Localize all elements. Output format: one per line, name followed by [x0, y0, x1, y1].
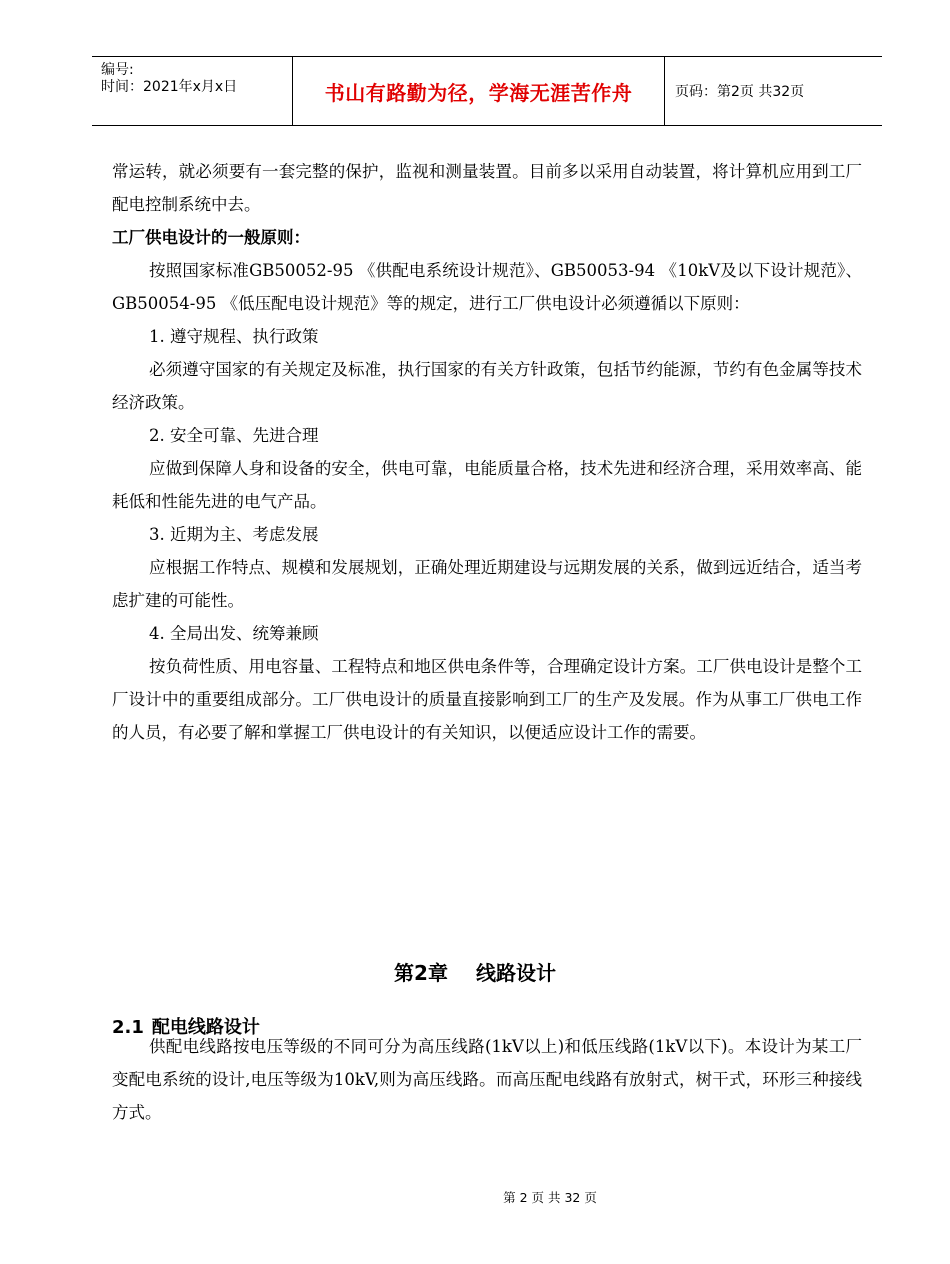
document-time: 时间：2021年x月x日	[101, 79, 238, 95]
section-content	[112, 1030, 862, 1129]
section-title: 配电线路设计	[151, 1017, 260, 1038]
principle-1-text: 必须遵守国家的有关规定及标准，执行国家的有关方针政策，包括节约能源，节约有色金属等技术经济政策。	[112, 360, 862, 412]
principle-3-title: 3. 近期为主、考虑发展	[149, 525, 319, 544]
chapter-heading	[0, 957, 950, 986]
principle-2-title: 2. 安全可靠、先进合理	[149, 426, 319, 445]
principle-2-text: 应做到保障人身和设备的安全，供电可靠，电能质量合格，技术先进和经济合理，采用效率高、能耗低和性能先进的电气产品。	[112, 459, 862, 511]
chapter-number: 第2章	[394, 961, 448, 985]
principles-heading: 工厂供电设计的一般原则：	[112, 228, 310, 247]
document-number-label: 编号:	[101, 62, 134, 78]
principle-4-text: 按负荷性质、用电容量、工程特点和地区供电条件等，合理确定设计方案。工厂供电设计是整个工厂设计中的重要组成部分。工厂供电设计的质量直接影响到工厂的生产及发展。作为从事工厂供电工作的人员，有必要了解和掌握工厂供电设计的有关知识，以便适应设计工作的需要。	[112, 657, 862, 742]
paragraph-continued: 常运转，就必须要有一套完整的保护，监视和测量装置。目前多以采用自动装置，将计算机应用到工厂配电控制系统中去。	[112, 162, 862, 214]
header-page-info-cell	[665, 57, 882, 125]
principle-3-text: 应根据工作特点、规模和发展规划，正确处理近期建设与远期发展的关系，做到远近结合，适当考虑扩建的可能性。	[112, 558, 862, 610]
header-motto: 书山有路勤为径，学海无涯苦作舟	[324, 80, 633, 105]
principle-4-title: 4. 全局出发、统筹兼顾	[149, 624, 319, 643]
section-number: 2.1	[112, 1017, 144, 1038]
main-content	[112, 155, 862, 749]
header-meta	[92, 57, 293, 125]
page-header	[92, 56, 882, 126]
principle-1-title: 1. 遵守规程、执行政策	[149, 327, 319, 346]
footer-page-number: 第 2 页 共 32 页	[503, 1190, 597, 1205]
standards-paragraph: 按照国家标准GB50052-95 《供配电系统设计规范》、GB50053-94 《10kV及以下设计规范》、GB50054-95 《低压配电设计规范》等的规定，进行工厂供电设计必须遵循以下原则：	[112, 261, 862, 313]
header-motto-cell	[293, 57, 665, 125]
chapter-title: 线路设计	[475, 961, 556, 985]
section-paragraph: 供配电线路按电压等级的不同可分为高压线路(1kV以上)和低压线路(1kV以下)。本设计为某工厂变配电系统的设计,电压等级为10kV,则为高压线路。而高压配电线路有放射式，树干式，环形三种接线方式。	[112, 1037, 862, 1122]
page-footer	[0, 1188, 950, 1206]
header-page-info: 页码：第2页 共32页	[675, 84, 805, 100]
